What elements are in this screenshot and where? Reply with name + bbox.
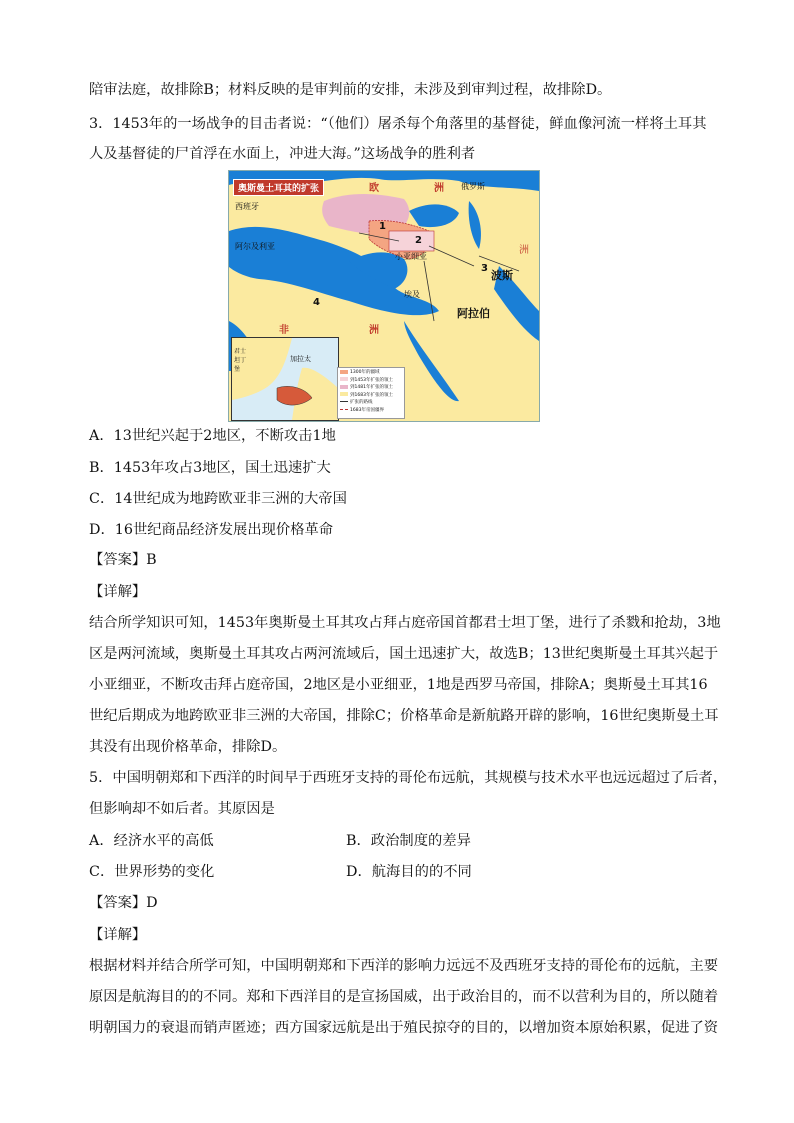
legend-item: [340, 377, 402, 385]
map-marker-4: 4: [313, 297, 320, 308]
label-asia-zhou: 洲: [519, 245, 529, 256]
q5-option-row-1: [89, 831, 214, 851]
label-africa: 非: [279, 325, 289, 336]
q5-detail-line-2: 原因是航海目的的不同。郑和下西洋目的是宣扬国威，出于政治目的，而不以营利为目的，所以随着: [89, 989, 719, 1005]
question-5-stem-line-1: 5．中国明朝郑和下西洋的时间早于西班牙支持的哥伦布远航，其规模与技术水平也远远超过了后者，: [89, 770, 728, 786]
q3-option-c: C．14世纪成为地跨欧亚非三洲的大帝国: [89, 491, 347, 507]
label-europe: 欧: [369, 183, 379, 194]
label-egypt: 埃及: [404, 290, 420, 299]
map-marker-3: 3: [481, 263, 488, 274]
text-line-1: 陪审法庭，故排除B；材料反映的是审判前的安排，未涉及到审判过程，故排除D。: [89, 82, 612, 98]
legend-label: 1683年帝国疆界: [350, 407, 384, 413]
label-arabia: 阿拉伯: [457, 307, 490, 320]
legend-item: [340, 399, 402, 407]
label-galata: 加拉太: [290, 355, 311, 363]
q3-option-b: B．1453年攻占3地区，国土迅速扩大: [89, 460, 331, 476]
ottoman-expansion-map: [228, 170, 540, 422]
q5-option-c: C．世界形势的变化: [89, 864, 215, 880]
label-asia-minor: 小亚细亚: [395, 252, 427, 261]
q3-detail-line-2: 区是两河流域，奥斯曼土耳其攻占两河流域后，国土迅速扩大，故选B；13世纪奥斯曼土耳其兴起于: [89, 646, 719, 662]
question-3-stem-line-2: 人及基督徒的尸首浮在水面上，冲进大海。”这场战争的胜利者: [89, 146, 476, 162]
q3-option-a: A．13世纪兴起于2地区，不断攻击1地: [89, 428, 336, 444]
map-marker-2: 2: [415, 235, 422, 246]
q3-detail-heading: 【详解】: [89, 584, 147, 600]
q3-answer: 【答案】B: [89, 552, 157, 568]
legend-item: [340, 384, 402, 392]
legend-item: [340, 407, 402, 415]
q3-detail-line-4: 世纪后期成为地跨欧亚非三洲的大帝国，排除C；价格革命是新航路开辟的影响，16世纪奥斯曼土耳: [89, 708, 719, 724]
q5-option-b: B．政治制度的差异: [346, 833, 471, 849]
map-legend: [337, 367, 405, 419]
label-spain: 西班牙: [235, 202, 259, 211]
legend-label: 到1481年扩张的领土: [350, 385, 393, 390]
map-title: 奥斯曼土耳其的扩张: [233, 179, 324, 196]
label-persia: 波斯: [491, 269, 513, 282]
q3-option-d: D．16世纪商品经济发展出现价格革命: [89, 522, 334, 538]
legend-label: 到1683年扩张的领土: [350, 392, 393, 398]
q5-option-d: D．航海目的的不同: [346, 864, 472, 880]
question-5-stem-line-2: 但影响却不如后者。其原因是: [89, 801, 275, 817]
legend-label: 扩张的路线: [350, 400, 373, 405]
q5-answer: 【答案】D: [89, 895, 158, 911]
legend-label: 1300年的疆域: [350, 370, 380, 375]
label-algeria: 阿尔及利亚: [235, 242, 275, 251]
q5-detail-line-1: 根据材料并结合所学可知，中国明朝郑和下西洋的影响力远远不及西班牙支持的哥伦布的远航，主要: [89, 958, 719, 974]
legend-item: [340, 369, 402, 377]
inset-map: [231, 337, 339, 421]
q3-detail-line-3: 小亚细亚，不断攻击拜占庭帝国，2地区是小亚细亚，1地是西罗马帝国，排除A；奥斯曼土耳其16: [89, 677, 708, 693]
question-3-stem-line-1: 3．1453年的一场战争的目击者说：“（他们）屠杀每个角落里的基督徒，鲜血像河流一样将土耳其: [89, 116, 707, 132]
label-russia: 俄罗斯: [461, 182, 485, 191]
q5-detail-line-3: 明朝国力的衰退而销声匿迹；西方国家远航是出于殖民掠夺的目的，以增加资本原始积累，促进了资: [89, 1020, 719, 1036]
q3-detail-line-1: 结合所学知识可知，1453年奥斯曼土耳其攻占拜占庭帝国首都君士坦丁堡，进行了杀戮和抢劫，3地: [89, 615, 721, 631]
q5-option-a: A．经济水平的高低: [89, 833, 214, 849]
label-constantinople: 君士坦丁堡: [234, 348, 247, 373]
legend-label: 到1453年扩张的领土: [350, 377, 393, 383]
legend-item: [340, 392, 402, 400]
label-africa-zhou: 洲: [369, 325, 379, 336]
map-marker-1: 1: [379, 221, 386, 232]
q3-detail-line-5: 其没有出现价格革命，排除D。: [89, 739, 287, 755]
q5-option-row-2: [89, 862, 214, 882]
q5-detail-heading: 【详解】: [89, 927, 147, 943]
label-europe-zhou: 洲: [434, 183, 444, 194]
